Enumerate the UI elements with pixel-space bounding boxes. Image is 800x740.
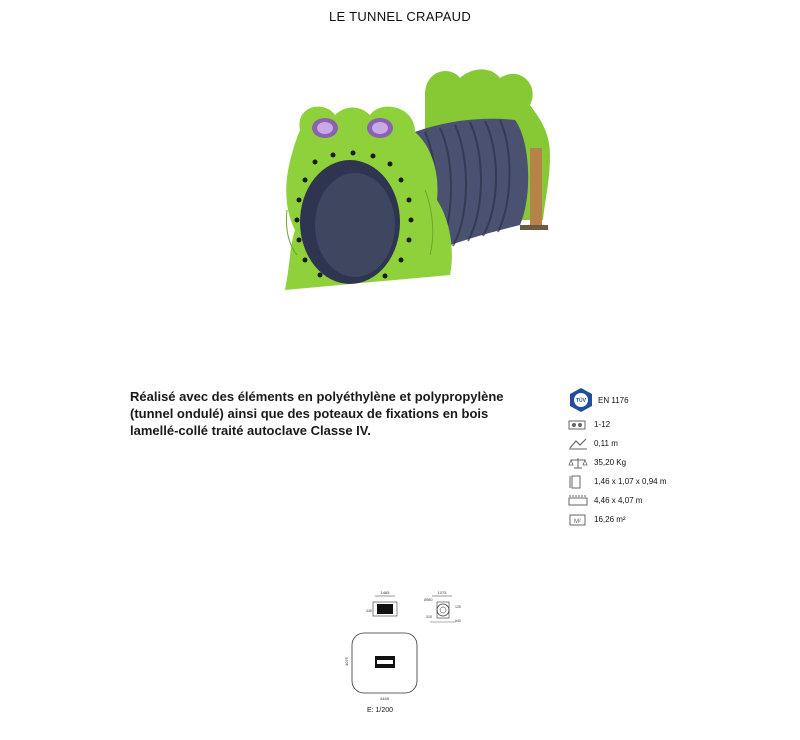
- spec-norm: [568, 385, 768, 415]
- svg-text:125: 125: [455, 605, 461, 609]
- svg-text:1465: 1465: [380, 590, 390, 595]
- age-icon: [568, 418, 588, 432]
- svg-text:4465: 4465: [380, 696, 389, 701]
- safety-zone-icon: [568, 494, 588, 508]
- svg-text:Ø550: Ø550: [424, 598, 433, 602]
- spec-value: 1,46 x 1,07 x 0,94 m: [594, 477, 667, 486]
- tuv-certification-icon: [568, 387, 594, 413]
- svg-text:445: 445: [366, 609, 372, 613]
- description-line: (tunnel ondulé) ainsi que des poteaux de fixations en bois: [130, 406, 489, 421]
- technical-plans: [340, 588, 480, 723]
- spec-fall-height: [568, 434, 768, 453]
- svg-text:TÜV: TÜV: [576, 398, 586, 404]
- spec-value: EN 1176: [598, 395, 629, 405]
- side-view-plan: [424, 590, 461, 623]
- spec-age: [568, 415, 768, 434]
- spec-value: 0,11 m: [594, 439, 618, 448]
- svg-text:M²: M²: [574, 518, 581, 525]
- svg-text:940: 940: [455, 619, 461, 623]
- spec-value: 16,26 m²: [594, 515, 626, 524]
- fall-height-icon: [568, 437, 588, 451]
- scale-label: E: 1/200: [366, 707, 394, 714]
- dimensions-icon: [568, 475, 588, 489]
- wooden-post: [530, 148, 542, 230]
- svg-text:4075: 4075: [344, 657, 349, 666]
- svg-text:1075: 1075: [437, 590, 447, 595]
- product-illustration: [275, 60, 565, 325]
- product-description: [130, 388, 530, 439]
- description-line: Réalisé avec des éléments en polyéthylène et polypropylène: [130, 389, 504, 404]
- spec-weight: [568, 453, 768, 472]
- spec-dimensions: [568, 472, 768, 491]
- safety-zone-plan: [344, 633, 417, 701]
- top-view-plan: [366, 590, 397, 616]
- spec-value: 35,20 Kg: [594, 458, 627, 467]
- spec-surface: [568, 510, 768, 529]
- spec-value: 1-12: [594, 420, 611, 429]
- weight-scale-icon: [568, 456, 588, 470]
- spec-safety-zone: [568, 491, 768, 510]
- specs-list: [568, 385, 768, 529]
- page-title: LE TUNNEL CRAPAUD: [328, 9, 472, 24]
- svg-text:315: 315: [426, 615, 432, 619]
- spec-value: 4,46 x 4,07 m: [594, 496, 643, 505]
- description-line: lamellé-collé traité autoclave Classe IV.: [130, 423, 371, 438]
- surface-area-icon: [568, 513, 588, 527]
